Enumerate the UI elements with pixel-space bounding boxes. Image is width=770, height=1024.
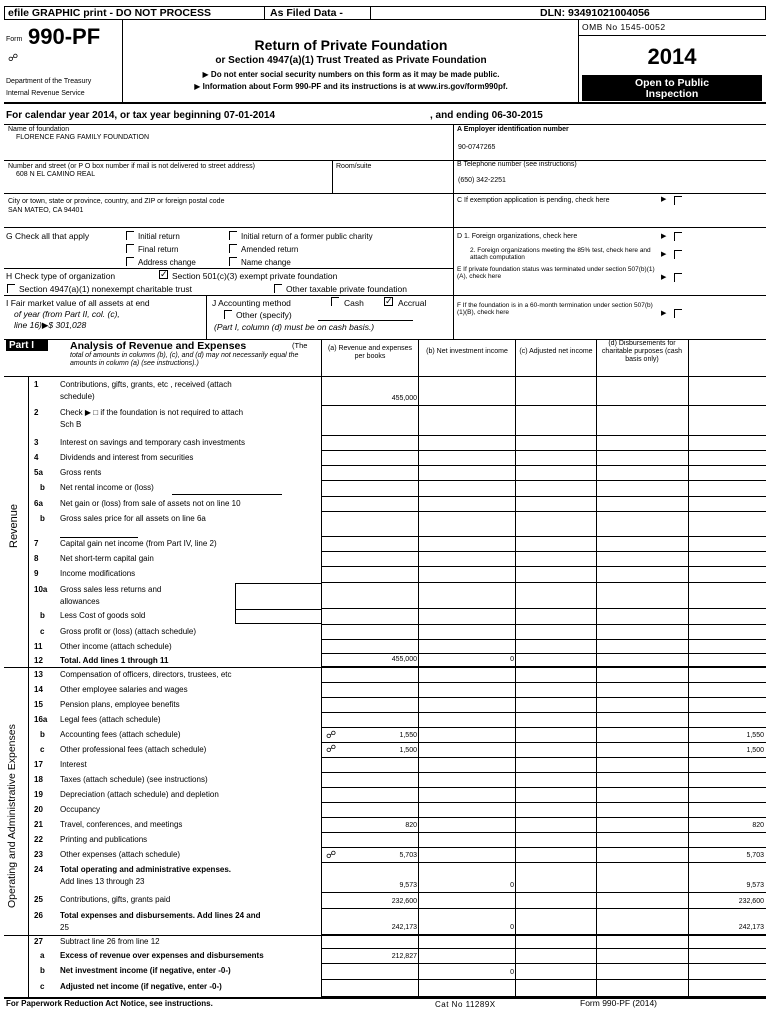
line-label: Dividends and interest from securities <box>60 453 194 462</box>
line-number: c <box>40 627 45 636</box>
line-label: Gross rents <box>60 468 102 477</box>
dln-number: DLN: 93491021004056 <box>540 7 650 19</box>
col-c-header: (c) Adjusted net income <box>519 348 593 355</box>
row-separator <box>321 862 766 863</box>
amount-col-b[interactable]: 0 <box>510 656 514 663</box>
d1-checkbox[interactable] <box>674 232 682 241</box>
row-separator <box>321 817 766 818</box>
row-separator <box>321 435 766 436</box>
final-return-checkbox[interactable] <box>126 244 134 253</box>
as-filed-label: As Filed Data - <box>270 7 343 19</box>
line-number: 24 <box>34 865 43 874</box>
line-label-cont: schedule) <box>60 392 95 401</box>
row-separator <box>321 653 766 654</box>
dept-treasury: Department of the Treasury <box>6 78 92 85</box>
line-label: Travel, conferences, and meetings <box>60 820 183 829</box>
sec-501c3-label: Section 501(c)(3) exempt private foundation <box>172 271 338 281</box>
accrual-label: Accrual <box>398 298 427 308</box>
row-separator <box>321 787 766 788</box>
d2-checkbox[interactable] <box>674 250 682 259</box>
line-label: Interest on savings and temporary cash investments <box>60 438 245 447</box>
attachment-icon[interactable]: ☍ <box>326 850 337 861</box>
row-separator <box>321 639 766 640</box>
e-label: E If private foundation status was terminated under section 507(b)(1)(A), check here <box>457 266 655 281</box>
line-label: Printing and publications <box>60 835 148 844</box>
line-label: Total. Add lines 1 through 11 <box>60 656 169 665</box>
f-checkbox[interactable] <box>674 309 682 318</box>
cash-label: Cash <box>344 298 364 308</box>
amount-col-d[interactable]: 1,550 <box>746 732 764 739</box>
line-number: c <box>40 982 45 991</box>
form-page: efile GRAPHIC print - DO NOT PROCESS As Filed Data - DLN: 93491021004056 Form 990-PF ☍ Department of the Treasury Internal Revenue Service Return of Private Foundation or Section 4947(a)(1) Trust Treated as Private Foundation ▶ Do not enter social security numbers on this form as it may be made public. ▶ Information about Form 990-PF and its instructions is at www.irs.gov/form990pf. OMB No 1545-0052 2014 Open to Public Inspection For calendar year 2014, or tax year beginning 07-01-2014 , and ending 06-30-2015 Name of foundation FLORENCE FANG FAMILY FOUNDATION A Employer identification number 90-0747265 Number and street (or P O box number if mail is not delivered to street address) Room/suite 608 N EL CAMINO REAL B Telephone number (see instructions) (650) 342-2251 City or town, state or province, country, and ZIP or foreign postal code SAN MATEO, CA 94401 C If exemption application is pending, check here ▶ G Check all that apply Initial return Initial return of a former public charity Final return Amended return Address change Name change D 1. Foreign organizations, check here ▶ 2. Foreign organizations meeting the 85% test, check here and attach computation ▶ E If private foundation status was terminated under section 507(b)(1)(A), check here ▶ H Check type of organization ✓ Section 501(c)(3) exempt private foundation Section 4947(a)(1) nonexempt charitable trust Other taxable private foundation I Fair market value of all assets at end of year (from Part II, col. (c), line 16)▶$ 301,028 J Accounting method Cash ✓ Accrual Other (specify) (Part I, column (d) must be on cash basis.) F If the foundation is in a 60-month termination under section 507(b)(1)(B), check here ▶ Part I Analysis of Revenue and Expenses (The total of amounts in columns (b), (c), and (d) may not necessarily equal the amounts in column (a) (see instructions).) (a) Revenue and expenses per books (b) Net investment income (c) Adjusted net income (d) Disbursements for charitable purposes (cash basis only) Revenue Operating and Administrative Expenses 1 Contributions, gifts, grants, etc , received (attach schedule) 455,000 2 Check ▶ □ if the foundation is not required to attach Sch B 3 Interest on savings and temporary cash investments 4 Dividends and interest from securities 5a Gross rents b Net rental income or (loss) 6a Net gain or (loss) from sale of assets not on line 10 b Gross sales price for all assets on line 6a 7 Capital gain net income (from Part IV, line 2) 8 Net short-term capital gain 9 Income modifications 10a Gross sales less returns and allowances b Less Cost of goods sold c Gross profit or (loss) (attach schedule) 11 Other income (attach schedule) 12 Total. Add lines 1 through 11 455,000 0 13 Compensation of officers, directors, trustees, etc 14 Other employee salaries and wages 15 Pension plans, employee benefits 16a Legal fees (attach schedule) b Accounting fees (attach schedule) 1,550 1,550 c Other professional fees (attach schedule) 1,500 1,500 17 Interest 18 Taxes (attach schedule) (see instructions) 19 Depreciation (attach schedule) and depletion 20 Occupancy 21 Travel, conferences, and meetings 820 820 22 Printing and publications 23 Other expenses (attach schedule) 5,703 5,703 24 Total operating and administrative expenses. Add lines 13 through 23 9,573 0 9,573 25 Contributions, gifts, grants paid 232,600 232,600 26 Total expenses and disbursements. Add lines 24 and 25 242,173 0 242,173 27 Subtract line 26 from line 12 a Excess of revenue over expenses and disbursements 212,827 b Net investment income (if negative, enter -0-) 0 c Adjusted net income (if negative, enter -0-) ☍ ☍ ☍ For Paperwork Reduction Act Notice, see instructions. Cat No 11289X Form 990-PF (2014) <box>6 7 764 1009</box>
row-separator <box>321 551 766 552</box>
part-title: Analysis of Revenue and Expenses <box>70 340 247 352</box>
row-separator <box>321 682 766 683</box>
amount-col-d[interactable]: 5,703 <box>746 852 764 859</box>
amount-col-a[interactable]: 9,573 <box>399 882 417 889</box>
line-label: Excess of revenue over expenses and disbursements <box>60 951 264 960</box>
e-checkbox[interactable] <box>674 273 682 282</box>
line-label: Subtract line 26 from line 12 <box>60 937 160 946</box>
amount-col-d[interactable]: 9,573 <box>746 882 764 889</box>
accounting-method-label: J Accounting method <box>212 298 291 308</box>
org-type-label: H Check type of organization <box>6 271 116 281</box>
amount-col-a[interactable]: 455,000 <box>391 395 417 402</box>
line-label: Accounting fees (attach schedule) <box>60 730 181 739</box>
row-separator <box>321 450 766 451</box>
irs-label: Internal Revenue Service <box>6 90 85 97</box>
row-separator <box>321 948 766 949</box>
line-10-inline-box <box>235 583 321 624</box>
line-label: Net short-term capital gain <box>60 554 154 563</box>
col-b-header: (b) Net investment income <box>426 348 508 355</box>
attachment-icon[interactable]: ☍ <box>326 744 337 755</box>
amount-col-a[interactable]: 1,500 <box>399 747 417 754</box>
line-number: 13 <box>34 670 43 679</box>
line-label: Capital gain net income (from Part IV, line 2) <box>60 539 217 548</box>
line-label: Adjusted net income (if negative, enter -0-) <box>60 982 222 991</box>
line-number: c <box>40 745 45 754</box>
line-label: Contributions, gifts, grants, etc , received (attach <box>60 380 232 389</box>
ein-value: 90-0747265 <box>458 144 496 151</box>
line-label: Taxes (attach schedule) (see instructions) <box>60 775 208 784</box>
amount-col-a[interactable]: 5,703 <box>399 852 417 859</box>
amount-col-b[interactable]: 0 <box>510 924 514 931</box>
amount-col-a[interactable]: 242,173 <box>391 924 417 931</box>
row-separator <box>321 666 766 667</box>
line-label: Interest <box>60 760 87 769</box>
line-label: Gross profit or (loss) (attach schedule) <box>60 627 197 636</box>
line-number: a <box>40 951 45 960</box>
amount-col-a[interactable]: 1,550 <box>399 732 417 739</box>
line-label: Less Cost of goods sold <box>60 611 146 620</box>
line-label: Net gain or (loss) from sale of assets not on line 10 <box>60 499 241 508</box>
row-separator <box>321 892 766 893</box>
row-separator <box>321 727 766 728</box>
row-separator <box>321 496 766 497</box>
row-separator <box>321 405 766 406</box>
line-label: Gross sales less returns and <box>60 585 162 594</box>
name-label: Name of foundation <box>8 126 70 133</box>
street-value: 608 N EL CAMINO REAL <box>16 171 96 178</box>
amount-col-d[interactable]: 232,600 <box>738 898 764 905</box>
omb-number: OMB No 1545-0052 <box>582 22 666 32</box>
line-label: Other employee salaries and wages <box>60 685 188 694</box>
row-separator <box>321 832 766 833</box>
footer-notice: For Paperwork Reduction Act Notice, see instructions. <box>6 999 213 1008</box>
accrual-checkbox[interactable]: ✓ <box>385 296 393 306</box>
efile-banner: efile GRAPHIC print - DO NOT PROCESS <box>8 7 212 19</box>
amended-return-label: Amended return <box>241 245 299 254</box>
other-method-checkbox[interactable] <box>224 310 232 319</box>
line-number: 7 <box>34 539 39 548</box>
phone-value: (650) 342-2251 <box>458 177 506 184</box>
fmv-label-1: I Fair market value of all assets at end <box>6 298 150 308</box>
form-prefix: Form <box>6 36 23 43</box>
line-label: Contributions, gifts, grants paid <box>60 895 171 904</box>
phone-label: B Telephone number (see instructions) <box>457 161 577 168</box>
line-number: 3 <box>34 438 39 447</box>
line-number: 27 <box>34 937 43 946</box>
line-number: 12 <box>34 656 43 665</box>
amended-return-checkbox[interactable] <box>229 244 237 253</box>
ssn-notice: ▶ Do not enter social security numbers on this form as it may be made public. <box>202 70 500 79</box>
line-label: Net investment income (if negative, enter -0-) <box>60 966 231 975</box>
tax-year: 2014 <box>647 44 697 69</box>
d1-label: D 1. Foreign organizations, check here <box>457 233 578 240</box>
ending-text: , and ending 06-30-2015 <box>430 110 543 121</box>
part-title-note: (The <box>292 341 308 350</box>
d2-label: 2. Foreign organizations meeting the 85% test, check here and attach computation <box>470 247 651 262</box>
form-number: 990-PF <box>28 24 101 49</box>
line-number: 10a <box>34 585 48 594</box>
check-all-label: G Check all that apply <box>6 231 90 241</box>
line-label-cont: 25 <box>60 923 69 932</box>
row-separator <box>321 802 766 803</box>
line-number: 5a <box>34 468 43 477</box>
col-d-header: (d) Disbursements for charitable purposes (cash basis only) <box>601 340 683 364</box>
row-separator <box>321 772 766 773</box>
amount-col-b[interactable]: 0 <box>510 969 514 976</box>
part-tag: Part I <box>9 340 35 351</box>
footer-cat: Cat No 11289X <box>435 1000 496 1009</box>
row-separator <box>321 536 766 537</box>
line-number: 8 <box>34 554 39 563</box>
line-number: 14 <box>34 685 43 694</box>
line-label: Total expenses and disbursements. Add lines 24 and <box>60 911 261 920</box>
amount-col-a[interactable]: 212,827 <box>391 953 417 960</box>
line-number: 26 <box>34 911 43 920</box>
address-change-label: Address change <box>138 258 196 267</box>
row-separator <box>321 465 766 466</box>
address-change-checkbox[interactable] <box>126 257 134 266</box>
row-separator <box>321 742 766 743</box>
line-number: b <box>40 966 45 975</box>
line-number: b <box>40 514 45 523</box>
fmv-label-2: of year (from Part II, col. (c), <box>14 309 120 319</box>
other-taxable-label: Other taxable private foundation <box>286 284 407 294</box>
revenue-side-label: Revenue <box>8 503 20 548</box>
line-number: 17 <box>34 760 43 769</box>
fmv-value: line 16)▶$ 301,028 <box>14 320 87 330</box>
row-separator <box>321 480 766 481</box>
line-number: 1 <box>34 380 39 389</box>
line-label: Compensation of officers, directors, trustees, etc <box>60 670 232 679</box>
open-public-label: Open to Public <box>634 77 710 89</box>
inspection-label: Inspection <box>645 88 699 100</box>
cash-basis-note: (Part I, column (d) must be on cash basis.) <box>214 322 375 332</box>
expenses-side-label: Operating and Administrative Expenses <box>6 724 18 908</box>
cash-checkbox[interactable] <box>331 297 339 306</box>
amount-col-a[interactable]: 232,600 <box>391 898 417 905</box>
name-change-checkbox[interactable] <box>229 257 237 266</box>
line-number: 4 <box>34 453 39 462</box>
row-separator <box>321 979 766 980</box>
sec-501c3-checkbox[interactable]: ✓ <box>160 269 168 279</box>
line-label: Other expenses (attach schedule) <box>60 850 181 859</box>
initial-former-checkbox[interactable] <box>229 231 237 240</box>
foundation-name: FLORENCE FANG FAMILY FOUNDATION <box>16 134 150 141</box>
row-separator <box>321 712 766 713</box>
line-label: Occupancy <box>60 805 101 814</box>
row-separator <box>321 608 766 609</box>
row-separator <box>321 934 766 935</box>
name-change-label: Name change <box>241 258 291 267</box>
room-label: Room/suite <box>336 163 372 170</box>
line-number: 20 <box>34 805 43 814</box>
row-separator <box>321 697 766 698</box>
line-label: Legal fees (attach schedule) <box>60 715 161 724</box>
form-title: Return of Private Foundation <box>254 37 448 53</box>
line-label: Net rental income or (loss) <box>60 483 154 492</box>
line-label-cont: allowances <box>60 597 100 606</box>
line-number: 11 <box>34 642 43 651</box>
amount-col-a[interactable]: 455,000 <box>391 656 417 663</box>
row-separator <box>321 908 766 909</box>
line-number: 2 <box>34 408 39 417</box>
line-number: 25 <box>34 895 43 904</box>
city-value: SAN MATEO, CA 94401 <box>8 207 84 214</box>
line-number: b <box>40 611 45 620</box>
row-separator <box>321 847 766 848</box>
amount-col-d[interactable]: 242,173 <box>738 924 764 931</box>
attachment-icon[interactable]: ☍ <box>326 730 337 741</box>
line-label-cont: Add lines 13 through 23 <box>60 877 145 886</box>
line-number: b <box>40 730 45 739</box>
line-number: 18 <box>34 775 43 784</box>
street-label: Number and street (or P O box number if mail is not delivered to street address) <box>8 163 255 170</box>
line-number: 23 <box>34 850 43 859</box>
initial-return-checkbox[interactable] <box>126 231 134 240</box>
line-number: 16a <box>34 715 48 724</box>
line-label: Depreciation (attach schedule) and depletion <box>60 790 219 799</box>
row-separator <box>321 624 766 625</box>
line-number: 15 <box>34 700 43 709</box>
other-method-label: Other (specify) <box>236 310 292 320</box>
line-label: Gross sales price for all assets on line 6a <box>60 514 206 523</box>
exemption-pending-checkbox[interactable] <box>674 196 682 205</box>
amount-col-b[interactable]: 0 <box>510 882 514 889</box>
row-separator <box>321 582 766 583</box>
sec-4947-label: Section 4947(a)(1) nonexempt charitable trust <box>19 284 192 294</box>
line-label: Check ▶ □ if the foundation is not required to attach <box>60 408 244 417</box>
footer-form: Form 990-PF (2014) <box>580 998 657 1008</box>
ein-label: A Employer identification number <box>457 126 569 133</box>
line-number: 21 <box>34 820 43 829</box>
final-return-label: Final return <box>138 245 179 254</box>
line-label-cont: Sch B <box>60 420 82 429</box>
line-number: 22 <box>34 835 43 844</box>
line-number: 9 <box>34 569 39 578</box>
initial-former-label: Initial return of a former public charity <box>241 232 373 241</box>
calendar-year-text: For calendar year 2014, or tax year beginning 07-01-2014 <box>6 110 276 121</box>
part-desc: total of amounts in columns (b), (c), and (d) may not necessarily equal the amounts in column (a) (see instructions).) <box>70 352 299 368</box>
line-number: 6a <box>34 499 43 508</box>
document-icon: ☍ <box>8 53 19 64</box>
info-notice[interactable]: ▶ Information about Form 990-PF and its instructions is at www.irs.gov/form990pf. <box>194 82 508 91</box>
amount-col-a[interactable]: 820 <box>405 822 417 829</box>
row-separator <box>321 757 766 758</box>
line-label: Other income (attach schedule) <box>60 642 172 651</box>
row-separator <box>321 511 766 512</box>
line-label: Other professional fees (attach schedule) <box>60 745 207 754</box>
amount-col-d[interactable]: 820 <box>752 822 764 829</box>
initial-return-label: Initial return <box>138 232 180 241</box>
other-taxable-checkbox[interactable] <box>274 284 282 293</box>
amount-col-d[interactable]: 1,500 <box>746 747 764 754</box>
line-number: b <box>40 483 45 492</box>
row-separator <box>321 566 766 567</box>
city-label: City or town, state or province, country, and ZIP or foreign postal code <box>8 198 225 205</box>
line-label: Total operating and administrative expenses. <box>60 865 232 874</box>
f-label: F If the foundation is in a 60-month termination under section 507(b)(1)(B), check here <box>457 302 653 317</box>
line-label: Pension plans, employee benefits <box>60 700 180 709</box>
form-subtitle: or Section 4947(a)(1) Trust Treated as Private Foundation <box>215 55 487 66</box>
line-number: 19 <box>34 790 43 799</box>
line-label: Income modifications <box>60 569 136 578</box>
col-a-header: (a) Revenue and expenses per books <box>327 345 413 361</box>
row-separator <box>321 963 766 964</box>
exemption-pending-label: C If exemption application is pending, check here <box>457 197 610 204</box>
sec-4947-checkbox[interactable] <box>7 284 15 293</box>
